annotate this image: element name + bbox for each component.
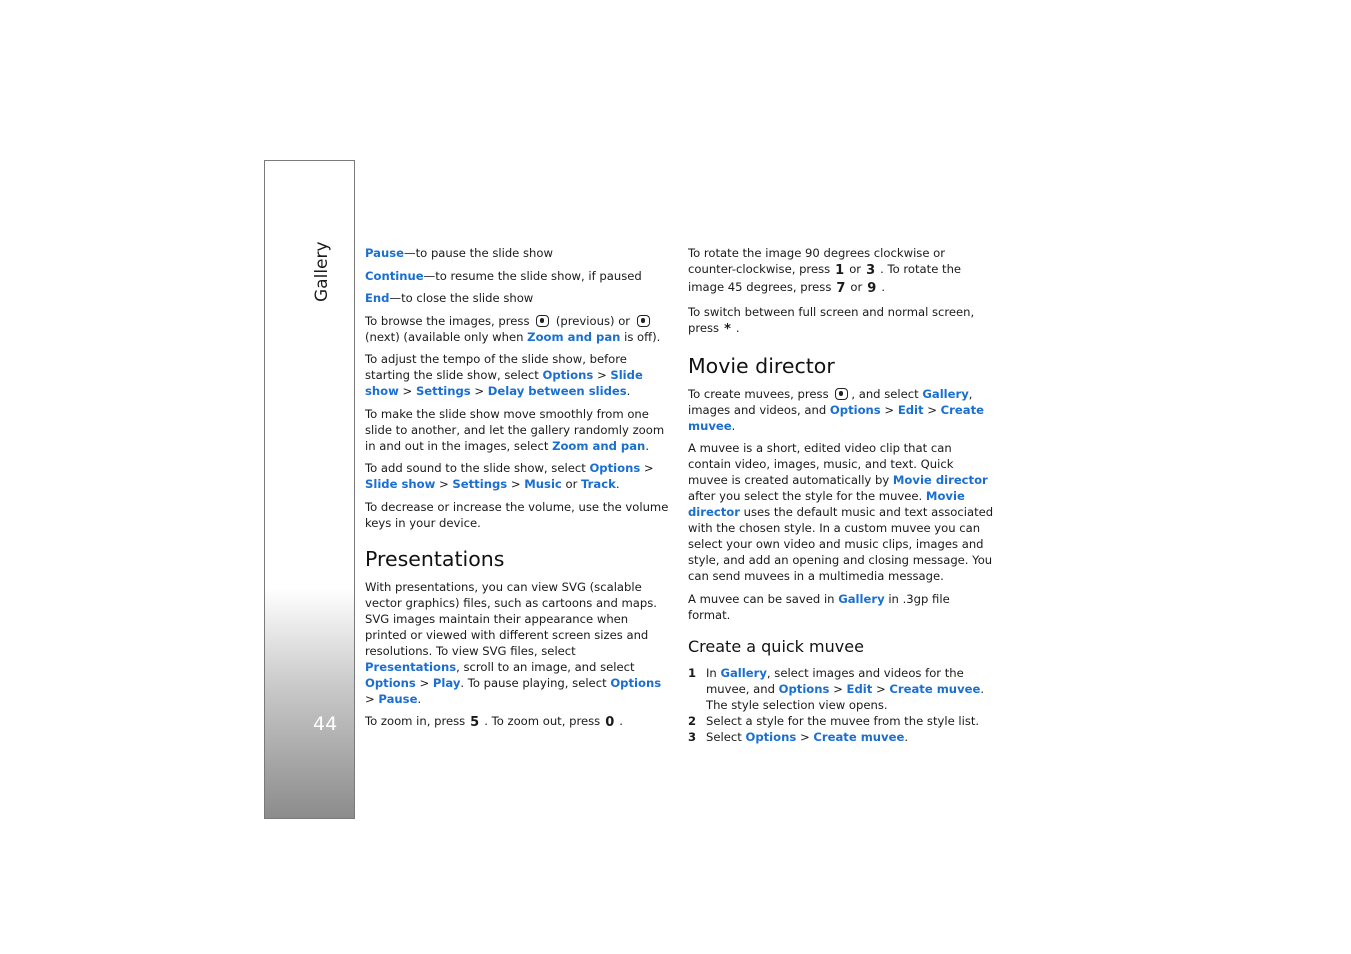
fullscreen-paragraph: To switch between full screen and normal screen, press * .: [688, 304, 975, 337]
zoom-paragraph: To make the slide show move smoothly from one slide to another, and let the gallery randomly zoom in and out in the images, select Zoom and pan.: [365, 406, 665, 453]
scroll-right-icon: [637, 315, 650, 327]
key-1-icon: 1: [835, 263, 845, 278]
tempo-paragraph: To adjust the tempo of the slide show, before starting the slide show, select Options > Slide show > Settings > Delay between slides.: [365, 352, 643, 398]
step-item: 2 Select a style for the muvee from the style list.: [688, 713, 980, 728]
steps-list: [688, 665, 994, 745]
step-item: 1 In Gallery, select images and videos for the muvee, and Options > Edit > Create muvee. The style selection view opens.: [688, 665, 985, 712]
step-item: 3 Select Options > Create muvee.: [688, 729, 909, 744]
sound-paragraph: To add sound to the slide show, select Options > Slide show > Settings > Music or Track.: [365, 461, 654, 491]
end-item: End—to close the slide show: [365, 291, 534, 305]
right-column: [688, 245, 994, 745]
continue-link: Continue: [365, 268, 424, 283]
left-column: [365, 245, 671, 738]
zoom-and-pan-link: Zoom and pan: [527, 329, 621, 344]
section-title: Gallery: [312, 241, 332, 302]
key-3-icon: 3: [866, 263, 876, 278]
page-number: 44: [313, 713, 338, 735]
menu-key-icon: [835, 388, 848, 400]
browse-paragraph: To browse the images, press (previous) or (next) (available only when Zoom and pan is off).: [365, 313, 661, 344]
pause-item: Pause—to pause the slide show: [365, 246, 553, 260]
movie-director-heading: Movie director: [688, 353, 835, 378]
key-star-icon: *: [724, 321, 731, 337]
key-9-icon: 9: [867, 281, 877, 296]
end-link: End: [365, 291, 390, 305]
scroll-left-icon: [536, 315, 549, 327]
saved-paragraph: A muvee can be saved in Gallery in .3gp file format.: [688, 591, 950, 622]
key-5-icon: 5: [470, 715, 480, 730]
key-0-icon: 0: [605, 715, 615, 730]
muvee-paragraph: A muvee is a short, edited video clip that can contain video, images, music, and text. Quick muvee is created automatically by Movie director after you select the style for the muvee. Movie director uses the default music and text associated with the chosen style. In a custom muvee you can select your own video and music clips, images and style, and add an opening and closing message. You can send muvees in a multimedia message.: [688, 441, 994, 583]
continue-item: Continue—to resume the slide show, if paused: [365, 268, 642, 283]
quick-muvee-heading: Create a quick muvee: [688, 636, 864, 656]
zoom-keys-paragraph: To zoom in, press 5 . To zoom out, press 0 .: [365, 714, 623, 730]
create-paragraph: To create muvees, press , and select Gallery, images and videos, and Options > Edit > Create muvee.: [688, 386, 984, 433]
volume-paragraph: To decrease or increase the volume, use the volume keys in your device.: [365, 499, 669, 530]
presentations-paragraph: With presentations, you can view SVG (scalable vector graphics) files, such as cartoons and maps. SVG images maintain their appearance when printed or viewed with different screen sizes and resolutions. To view SVG files, select Presentations, scroll to an image, and select Options > Play. To pause playing, select Options > Pause.: [365, 579, 662, 706]
pause-link: Pause: [365, 246, 405, 260]
presentations-heading: Presentations: [365, 546, 505, 571]
rotate-paragraph: To rotate the image 90 degrees clockwise or counter-clockwise, press 1 or 3 . To rotate the image 45 degrees, press 7 or 9 .: [688, 246, 962, 296]
key-7-icon: 7: [836, 281, 846, 296]
chapter-sidebar: [264, 160, 355, 819]
